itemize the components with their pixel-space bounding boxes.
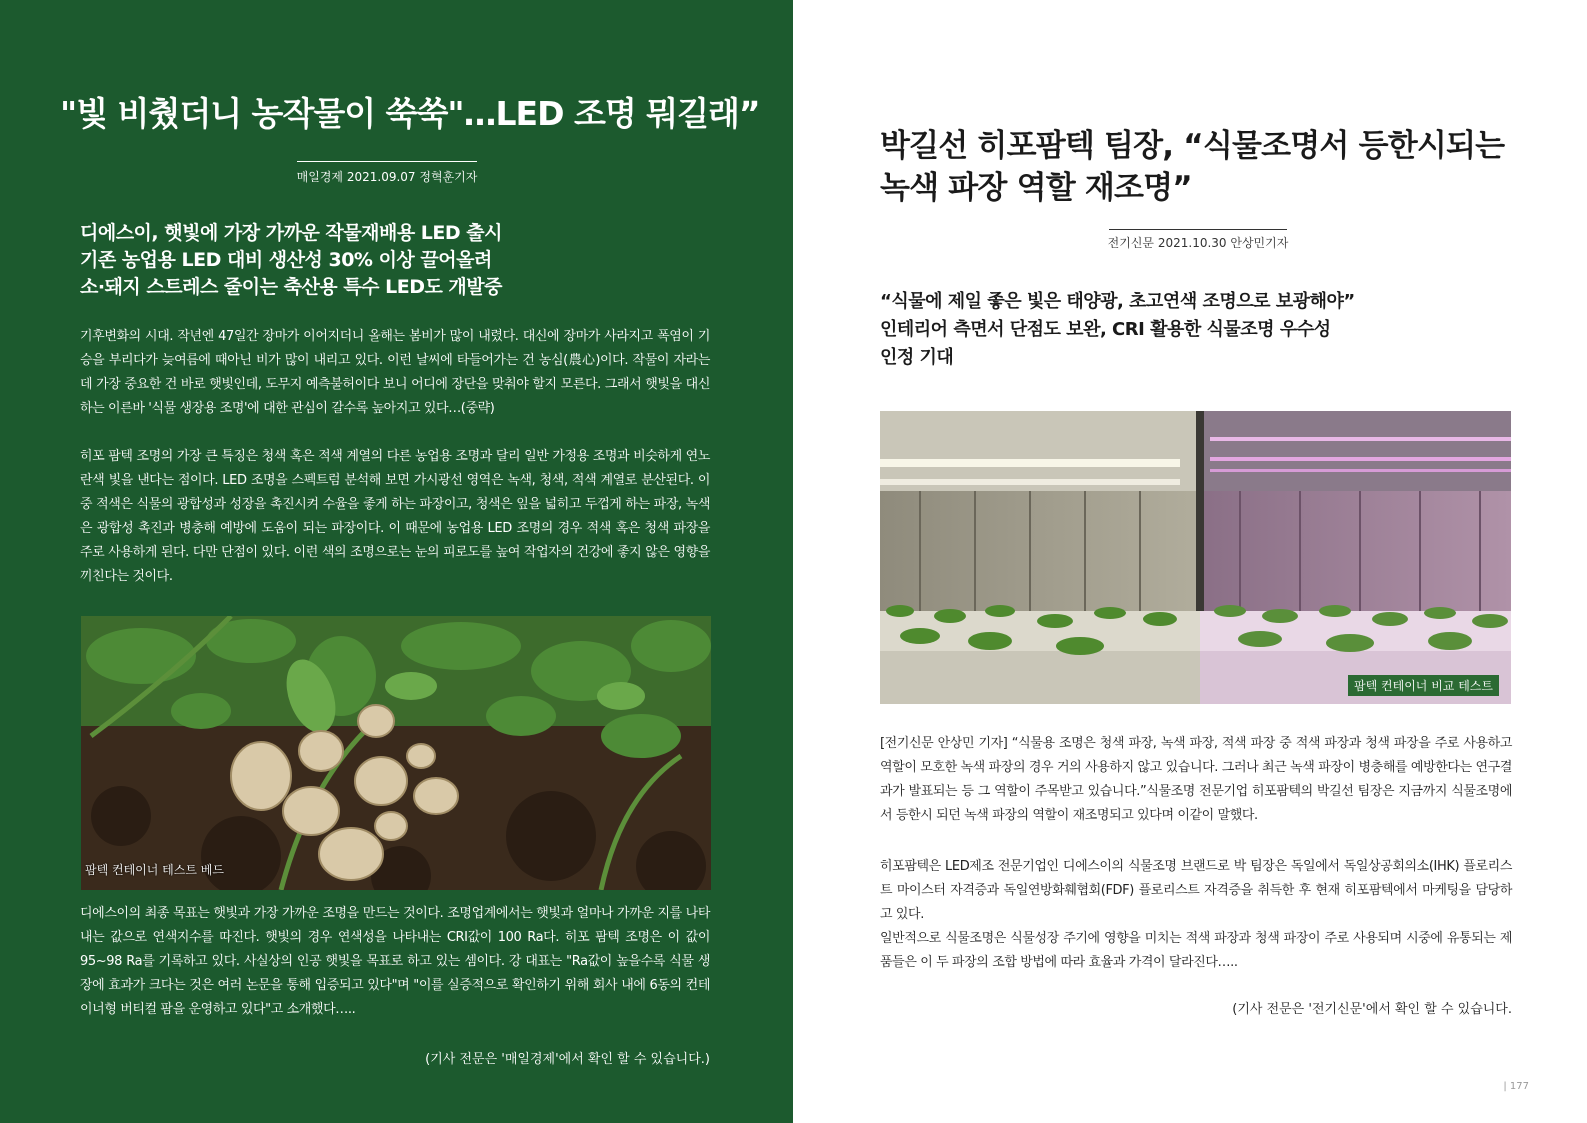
- left-article-title: "빛 비췄더니 농작물이 쑥쑥"…LED 조명 뭐길래”: [60, 94, 760, 133]
- left-source-note: (기사 전문은 '매일경제'에서 확인 할 수 있습니다.): [425, 1052, 710, 1067]
- left-paragraph: 디에스이의 최종 목표는 햇빛과 가장 가까운 조명을 만드는 것이다. 조명업계에서는 햇빛과 얼마나 가까운 지를 나타내는 값으로 연색지수를 따진다. 햇빛의 경우 연색성을 나타내는 CRI값이 100 Ra다. 히포 팜텍 조명은 이 값이 95~98 Ra를 기록하고 있다. 사실상의 인공 햇빛을 목표로 하고 있는 셈이다. 강 대표는 "Ra값이 높을수록 식물 생장에 효과가 크다는 것은 여러 논문을 통해 입증되고 있다"며 "이를 실증적으로 확인하기 위해 회사 내에 6동의 컨테이너형 버티컬 팜을 운영하고 있다"고 소개했다…..: [80, 906, 710, 1017]
- right-article-source: 전기신문 2021.10.30 안상민기자: [1107, 236, 1289, 250]
- left-title-divider: [297, 161, 477, 162]
- left-article-source: 매일경제 2021.09.07 정혁훈기자: [296, 170, 478, 184]
- left-subtitle: 기존 농업용 LED 대비 생산성 30% 이상 끌어올려: [80, 249, 492, 271]
- right-subtitle: 인테리어 측면서 단점도 보완, CRI 활용한 식물조명 우수성: [880, 319, 1331, 340]
- left-subtitle: 디에스이, 햇빛에 가장 가까운 작물재배용 LED 출시: [80, 222, 502, 244]
- left-subtitle: 소·돼지 스트레스 줄이는 축산용 특수 LED도 개발중: [80, 276, 502, 298]
- right-paragraph-part: 일반적으로 식물조명은 식물성장 주기에 영향을 미치는 적색 파장과 청색 파장이 주로 사용되며 시중에 유통되는 제품들은 이 두 파장의 조합 방법에 따라 효율과 가격이 달라진다…..: [880, 931, 1512, 970]
- left-paragraph: 히포 팜텍 조명의 가장 큰 특징은 청색 혹은 적색 계열의 다른 농업용 조명과 달리 일반 가정용 조명과 비슷하게 연노란색 빛을 낸다는 점이다. LED 조명을 스펙트럼 분석해 보면 가시광선 영역은 녹색, 청색, 적색 계열로 분산된다. 이 중 적색은 식물의 광합성과 성장을 촉진시켜 수율을 좋게 하는 파장이고, 청색은 잎을 넓히고 두껍게 하는 파장, 녹색은 광합성 촉진과 병충해 예방에 도움이 되는 파장이다. 이 때문에 농업용 LED 조명의 경우 적색 혹은 청색 파장을 주로 사용하게 된다. 다만 단점이 있다. 이런 색의 조명으로는 눈의 피로도를 높여 작업자의 건강에 좋지 않은 영향을 끼친다는 것이다.: [80, 449, 710, 584]
- right-subtitle: 인정 기대: [880, 347, 954, 368]
- container-comparison-photo: [880, 411, 1511, 704]
- right-subtitles: [880, 288, 1540, 372]
- page-number: | 177: [1503, 1081, 1529, 1092]
- right-title-divider: [1109, 229, 1287, 230]
- right-paragraph: [전기신문 안상민 기자] “식물용 조명은 청색 파장, 녹색 파장, 적색 파장 중 적색 파장과 청색 파장을 주로 사용하고 역할이 모호한 녹색 파장의 경우 거의 사용하지 않고 있습니다. 그러나 최근 녹색 파장이 병충해를 예방한다는 연구결과가 발표되는 등 그 역할이 주목받고 있습니다.”식물조명 전문기업 히포팜텍의 박길선 팀장은 지금까지 식물조명에서 등한시 되던 녹색 파장의 역할이 재조명되고 있다며 이같이 말했다.: [880, 736, 1512, 823]
- left-paragraph: 기후변화의 시대. 작년엔 47일간 장마가 이어지더니 올해는 봄비가 많이 내렸다. 대신에 장마가 사라지고 폭염이 기승을 부리다가 늦여름에 때아닌 비가 많이 내리고 있다. 이런 날씨에 타들어가는 건 농심(農心)이다. 작물이 자라는 데 가장 중요한 건 바로 햇빛인데, 도무지 예측불허이다 보니 어디에 장단을 맞춰야 할지 모른다. 그래서 햇빛을 대신하는 이른바 '식물 생장용 조명'에 대한 관심이 갈수록 높아지고 있다…(중략): [80, 329, 710, 416]
- right-subtitle: “식물에 제일 좋은 빛은 태양광, 초고연색 조명으로 보광해야”: [880, 291, 1355, 312]
- right-title-line: 녹색 파장 역할 재조명”: [880, 170, 1192, 206]
- right-title-line: 박길선 히포팜텍 팀장, “식물조명서 등한시되는: [880, 128, 1505, 164]
- left-page: [0, 0, 793, 1123]
- left-photo-caption: 팜텍 컨테이너 테스트 베드: [85, 863, 224, 877]
- right-paragraph: [880, 855, 1512, 975]
- potato-testbed-photo: [81, 616, 711, 890]
- right-photo-caption: 팜텍 컨테이너 비교 테스트: [1348, 675, 1499, 696]
- left-subtitles: [80, 220, 760, 301]
- container-farm-image: [880, 411, 1511, 704]
- right-article-title: [880, 125, 1540, 209]
- right-paragraph-part: 히포팜텍은 LED제조 전문기업인 디에스이의 식물조명 브랜드로 박 팀장은 독일에서 독일상공회의소(IHK) 플로리스트 마이스터 자격증과 독일연방화훼협회(FDF) 플로리스트 자격증을 취득한 후 현재 히포팜텍에서 마케팅을 담당하고 있다.: [880, 859, 1512, 922]
- right-page: [793, 0, 1587, 1123]
- potato-plants-image: [81, 616, 711, 890]
- right-source-note: (기사 전문은 '전기신문'에서 확인 할 수 있습니다.: [1232, 1002, 1512, 1017]
